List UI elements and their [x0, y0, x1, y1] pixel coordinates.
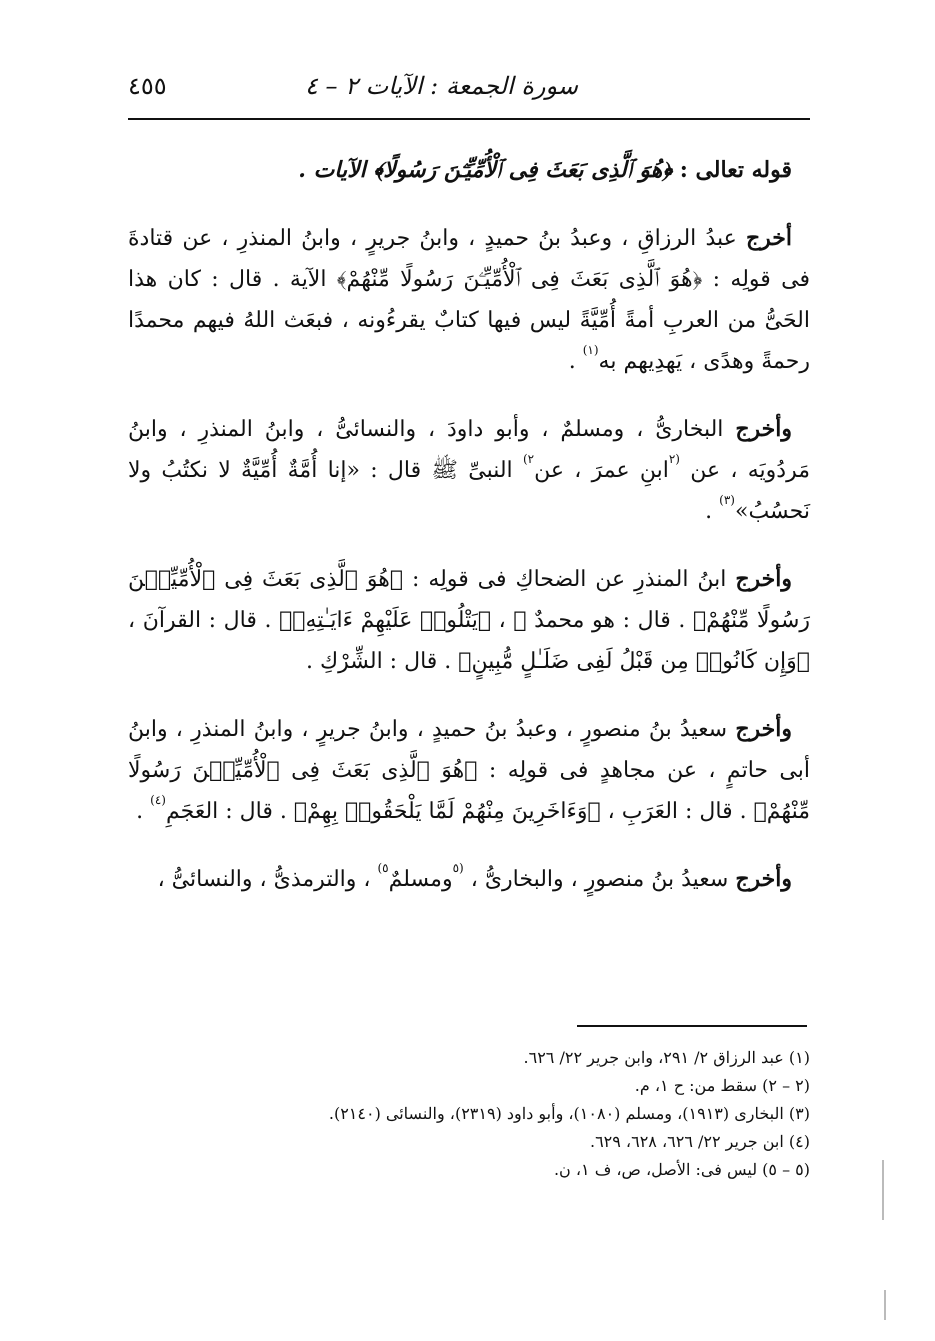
paragraph-lead: قوله تعالى :: [679, 157, 792, 183]
header-rule: [128, 118, 810, 120]
footnote-ref: (٣): [719, 493, 735, 507]
footnote-ref-close: ٥): [377, 861, 389, 875]
paragraph-lead: أخرج: [745, 225, 792, 251]
paragraph-qatadah: [128, 218, 810, 382]
paragraph-text-2: النبىِّ ﷺ قال : «إنا أُمَّةٌ أُمِّيَّةٌ لا نكتُبُ ولا نَحسُبُ»: [128, 458, 810, 524]
paragraph-text: عبدُ الرزاقِ ، وعبدُ بنُ حميدٍ ، وابنُ جريرٍ ، وابنُ المنذرِ ، عن قتادةَ فى قولِه : ﴿هُوَ ٱلَّذِى بَعَثَ فِى ٱلْأُمِّيِّـۧنَ رَسُولًا مِّنْهُمْ﴾ الآية . قال : كان هذا الحَىُّ من العربِ أمةً أُمِّيَّةً ليس فيها كتابٌ يقرءُونه ، فبعَث اللهُ فيهم محمدًا رحمةً وهدًى ، يَهدِيهم به: [128, 226, 810, 374]
paragraph-mid: ومسلمٌ: [388, 867, 453, 892]
paragraph-text: ﴿هُوَ ٱلَّذِى بَعَثَ فِى ٱلْأُمِّيِّـۧنَ رَسُولًا﴾ الآيات .: [298, 157, 680, 183]
main-text: [128, 150, 810, 927]
paragraph-lead: وأخرج: [735, 866, 792, 892]
page-number: ٤٥٥: [128, 72, 167, 100]
paragraph-text: ابنُ المنذرِ عن الضحاكِ فى قولِه : ﴿هُوَ ٱلَّذِى بَعَثَ فِى ٱلْأُمِّيِّـۧنَ رَسُولًا مِّنْهُمْ﴾ . قال : هو محمدٌ ﷺ ، ﴿يَتْلُوا۟ عَلَيْهِمْ ءَايَـٰتِهِۦ﴾ . قال : القرآنَ ، ﴿وَإِن كَانُوا۟ مِن قَبْلُ لَفِى ضَلَـٰلٍ مُّبِينٍ﴾ . قال : الشِّرْكِ .: [128, 567, 810, 674]
paragraph-dahhak: [128, 559, 810, 682]
paragraph-said-ibn-mansur: [128, 859, 810, 900]
running-title: سورة الجمعة : الآيات ٢ – ٤: [304, 72, 578, 100]
footnote-ref: (٤): [150, 793, 166, 807]
footnote-2: (٢ – ٢) سقط من: ح ١، م.: [634, 1076, 810, 1095]
paragraph-verse-heading: [128, 150, 810, 191]
footnote-ref-open: (٥: [452, 861, 464, 875]
paragraph-text: سعيدُ بنُ منصورٍ ، والبخارىُّ ،: [463, 867, 736, 892]
paragraph-bukhari-hadith: [128, 409, 810, 532]
footnote-3: (٣) البخارى (١٩١٣)، ومسلم (١٠٨٠)، وأبو داود (٢٣١٩)، والنسائى (٢١٤٠).: [328, 1104, 810, 1123]
paragraph-end: .: [568, 349, 583, 374]
paragraph-mid: ابنِ عمرَ ، عن: [534, 458, 669, 483]
footnote-rule: [577, 1025, 807, 1027]
paragraph-end: .: [136, 799, 151, 824]
paragraph-mujahid: [128, 709, 810, 832]
footnote-ref-open: (٢: [668, 452, 680, 466]
scan-margin-mark: [882, 1160, 884, 1220]
paragraph-lead: وأخرج: [735, 416, 792, 442]
scan-margin-mark: [884, 1290, 886, 1320]
paragraph-end: .: [705, 499, 720, 524]
footnote-ref-close: ٢): [522, 452, 535, 466]
paragraph-lead: وأخرج: [735, 716, 792, 742]
paragraph-lead: وأخرج: [735, 566, 792, 592]
paragraph-text: البخارىُّ ، ومسلمٌ ، وأبو داودَ ، والنسائىُّ ، وابنُ المنذرِ ، وابنُ مَردُويَه ، عن: [128, 417, 811, 483]
footnotes: [128, 1044, 810, 1184]
paragraph-text: سعيدُ بنُ منصورٍ ، وعبدُ بنُ حميدٍ ، وابنُ جريرٍ ، وابنُ المنذرِ ، وابنُ أبى حاتمٍ ، عن مجاهدٍ فى قولِه : ﴿هُوَ ٱلَّذِى بَعَثَ فِى ٱلْأُمِّيِّـۧنَ رَسُولًا مِّنْهُمْ﴾ . قال : العَرَبِ ، ﴿وَءَاخَرِينَ مِنْهُمْ لَمَّا يَلْحَقُوا۟ بِهِمْ﴾ . قال : العَجَمِ: [128, 717, 810, 824]
footnote-ref: (١): [582, 343, 599, 357]
running-header: [128, 66, 810, 110]
footnote-4: (٤) ابن جرير ٢٢/ ٦٢٦، ٦٢٨، ٦٢٩.: [589, 1132, 810, 1151]
footnote-5: (٥ – ٥) ليس فى: الأصل، ص، ف ١، ن.: [553, 1160, 810, 1179]
paragraph-text-2: ، والترمذىُّ ، والنسائىُّ ،: [157, 867, 378, 892]
footnote-1: (١) عبد الرزاق ٢/ ٢٩١، وابن جرير ٢٢/ ٦٢٦.: [523, 1048, 810, 1067]
